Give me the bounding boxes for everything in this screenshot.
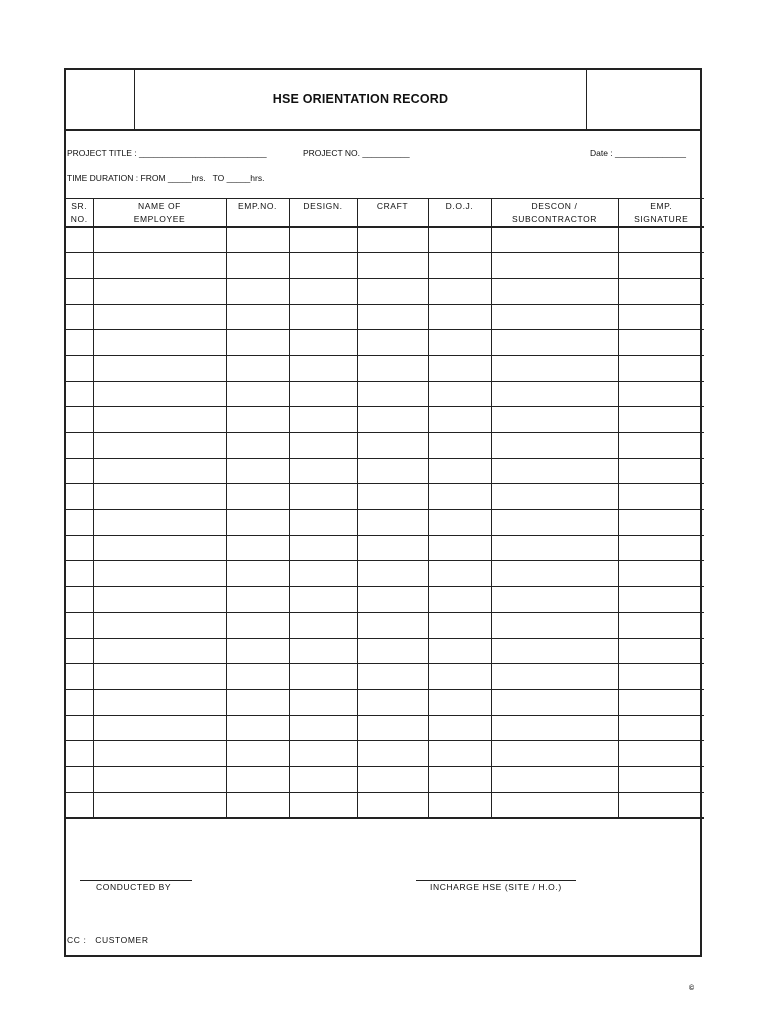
orientation-record-form — [64, 68, 702, 957]
cell-design[interactable] — [289, 792, 357, 818]
table-row — [66, 587, 704, 613]
cell-signature[interactable] — [618, 458, 704, 484]
table-row — [66, 278, 704, 304]
cell-design[interactable] — [289, 278, 357, 304]
table-row — [66, 407, 704, 433]
table-row — [66, 792, 704, 818]
table-row — [66, 458, 704, 484]
cell-craft[interactable] — [357, 612, 428, 638]
cell-name[interactable] — [93, 381, 226, 407]
cell-craft[interactable] — [357, 561, 428, 587]
cell-craft[interactable] — [357, 407, 428, 433]
cell-craft[interactable] — [357, 510, 428, 536]
cell-craft[interactable] — [357, 535, 428, 561]
cell-signature[interactable] — [618, 253, 704, 279]
incharge-signature-line[interactable] — [416, 880, 576, 881]
time-duration-field[interactable]: TIME DURATION : FROM _____hrs. TO _____hrs. — [67, 173, 265, 183]
cell-emp-no[interactable] — [226, 433, 289, 459]
cell-descon[interactable] — [491, 638, 618, 664]
cell-doj[interactable] — [428, 433, 491, 459]
table-body — [66, 227, 704, 818]
cell-design[interactable] — [289, 612, 357, 638]
cell-descon[interactable] — [491, 227, 618, 253]
cell-sr-no[interactable] — [66, 458, 93, 484]
cell-design[interactable] — [289, 227, 357, 253]
cell-descon[interactable] — [491, 355, 618, 381]
cell-doj[interactable] — [428, 253, 491, 279]
logo-box-left — [66, 70, 135, 129]
cell-craft[interactable] — [357, 792, 428, 818]
cell-name[interactable] — [93, 766, 226, 792]
cell-design[interactable] — [289, 330, 357, 356]
cc-customer: CC : CUSTOMER — [67, 935, 149, 945]
logo-box-right — [586, 70, 700, 129]
cell-signature[interactable] — [618, 561, 704, 587]
cell-craft[interactable] — [357, 433, 428, 459]
cell-descon[interactable] — [491, 561, 618, 587]
cell-doj[interactable] — [428, 766, 491, 792]
page-title: HSE ORIENTATION RECORD — [272, 92, 449, 106]
cell-signature[interactable] — [618, 381, 704, 407]
cell-name[interactable] — [93, 792, 226, 818]
cell-craft[interactable] — [357, 253, 428, 279]
col-header-doj: D.O.J. — [428, 199, 491, 228]
cell-sr-no[interactable] — [66, 741, 93, 767]
cell-design[interactable] — [289, 381, 357, 407]
cell-sr-no[interactable] — [66, 407, 93, 433]
cell-name[interactable] — [93, 587, 226, 613]
table-row — [66, 715, 704, 741]
table-row — [66, 766, 704, 792]
cell-emp-no[interactable] — [226, 278, 289, 304]
cell-signature[interactable] — [618, 433, 704, 459]
cell-sr-no[interactable] — [66, 792, 93, 818]
cell-name[interactable] — [93, 355, 226, 381]
project-title-field[interactable]: PROJECT TITLE : ___________________________ — [67, 148, 267, 158]
cell-emp-no[interactable] — [226, 766, 289, 792]
cell-descon[interactable] — [491, 612, 618, 638]
cell-descon[interactable] — [491, 381, 618, 407]
cell-sr-no[interactable] — [66, 689, 93, 715]
cell-name[interactable] — [93, 407, 226, 433]
table-row — [66, 561, 704, 587]
cell-design[interactable] — [289, 561, 357, 587]
cell-name[interactable] — [93, 561, 226, 587]
cell-emp-no[interactable] — [226, 715, 289, 741]
cell-name[interactable] — [93, 741, 226, 767]
cell-doj[interactable] — [428, 612, 491, 638]
cell-descon[interactable] — [491, 792, 618, 818]
cell-design[interactable] — [289, 638, 357, 664]
cell-descon[interactable] — [491, 510, 618, 536]
cell-design[interactable] — [289, 407, 357, 433]
table-row — [66, 741, 704, 767]
table-row — [66, 689, 704, 715]
cell-craft[interactable] — [357, 458, 428, 484]
cell-doj[interactable] — [428, 741, 491, 767]
cell-signature[interactable] — [618, 227, 704, 253]
cell-descon[interactable] — [491, 535, 618, 561]
form-header — [66, 70, 700, 131]
cell-sr-no[interactable] — [66, 355, 93, 381]
col-header-emp-no: EMP.NO. — [226, 199, 289, 228]
cell-doj[interactable] — [428, 535, 491, 561]
cell-design[interactable] — [289, 484, 357, 510]
table-row — [66, 484, 704, 510]
copyright-mark: © — [689, 985, 695, 992]
cell-sr-no[interactable] — [66, 510, 93, 536]
table-row — [66, 612, 704, 638]
cell-descon[interactable] — [491, 330, 618, 356]
cell-sr-no[interactable] — [66, 535, 93, 561]
table-row — [66, 330, 704, 356]
cell-design[interactable] — [289, 715, 357, 741]
cell-emp-no[interactable] — [226, 535, 289, 561]
cell-craft[interactable] — [357, 741, 428, 767]
cell-sr-no[interactable] — [66, 766, 93, 792]
cell-emp-no[interactable] — [226, 381, 289, 407]
cell-craft[interactable] — [357, 330, 428, 356]
cell-descon[interactable] — [491, 304, 618, 330]
date-field[interactable]: Date : _______________ — [590, 148, 686, 158]
cell-sr-no[interactable] — [66, 612, 93, 638]
cell-craft[interactable] — [357, 638, 428, 664]
cell-design[interactable] — [289, 689, 357, 715]
conducted-by-signature-line[interactable] — [80, 880, 192, 881]
cell-signature[interactable] — [618, 766, 704, 792]
cell-emp-no[interactable] — [226, 458, 289, 484]
table-row — [66, 638, 704, 664]
cell-sr-no[interactable] — [66, 304, 93, 330]
cell-name[interactable] — [93, 638, 226, 664]
incharge-label: INCHARGE HSE (SITE / H.O.) — [430, 882, 562, 892]
cell-signature[interactable] — [618, 664, 704, 690]
cell-craft[interactable] — [357, 766, 428, 792]
cell-name[interactable] — [93, 715, 226, 741]
cell-doj[interactable] — [428, 689, 491, 715]
cell-sr-no[interactable] — [66, 253, 93, 279]
cell-design[interactable] — [289, 535, 357, 561]
cell-emp-no[interactable] — [226, 484, 289, 510]
cell-craft[interactable] — [357, 689, 428, 715]
cell-emp-no[interactable] — [226, 304, 289, 330]
cell-emp-no[interactable] — [226, 587, 289, 613]
cell-craft[interactable] — [357, 664, 428, 690]
cell-sr-no[interactable] — [66, 278, 93, 304]
col-header-descon: DESCON / SUBCONTRACTOR — [491, 199, 618, 228]
cell-name[interactable] — [93, 689, 226, 715]
cell-name[interactable] — [93, 278, 226, 304]
cell-name[interactable] — [93, 433, 226, 459]
cell-descon[interactable] — [491, 689, 618, 715]
table-row — [66, 253, 704, 279]
cell-signature[interactable] — [618, 715, 704, 741]
table-row — [66, 510, 704, 536]
cell-emp-no[interactable] — [226, 407, 289, 433]
cell-doj[interactable] — [428, 381, 491, 407]
cell-descon[interactable] — [491, 664, 618, 690]
cell-name[interactable] — [93, 458, 226, 484]
cell-craft[interactable] — [357, 587, 428, 613]
table-row — [66, 227, 704, 253]
cell-descon[interactable] — [491, 587, 618, 613]
cell-emp-no[interactable] — [226, 638, 289, 664]
cell-signature[interactable] — [618, 612, 704, 638]
cell-signature[interactable] — [618, 278, 704, 304]
cell-emp-no[interactable] — [226, 741, 289, 767]
table-row — [66, 381, 704, 407]
cell-emp-no[interactable] — [226, 510, 289, 536]
cell-emp-no[interactable] — [226, 612, 289, 638]
project-no-field[interactable]: PROJECT NO. __________ — [303, 148, 410, 158]
cell-doj[interactable] — [428, 278, 491, 304]
cell-doj[interactable] — [428, 638, 491, 664]
cell-name[interactable] — [93, 664, 226, 690]
conducted-by-label: CONDUCTED BY — [96, 882, 172, 892]
cell-sr-no[interactable] — [66, 715, 93, 741]
cell-craft[interactable] — [357, 304, 428, 330]
cell-signature[interactable] — [618, 792, 704, 818]
cell-design[interactable] — [289, 510, 357, 536]
cell-doj[interactable] — [428, 792, 491, 818]
cell-name[interactable] — [93, 304, 226, 330]
cell-doj[interactable] — [428, 561, 491, 587]
cell-design[interactable] — [289, 304, 357, 330]
cell-doj[interactable] — [428, 407, 491, 433]
cell-doj[interactable] — [428, 304, 491, 330]
cell-doj[interactable] — [428, 715, 491, 741]
col-header-signature: EMP. SIGNATURE — [618, 199, 704, 228]
cell-doj[interactable] — [428, 664, 491, 690]
cell-name[interactable] — [93, 510, 226, 536]
cell-signature[interactable] — [618, 689, 704, 715]
cell-doj[interactable] — [428, 355, 491, 381]
cell-emp-no[interactable] — [226, 253, 289, 279]
cell-doj[interactable] — [428, 227, 491, 253]
cell-craft[interactable] — [357, 715, 428, 741]
cell-design[interactable] — [289, 664, 357, 690]
table-row — [66, 355, 704, 381]
cell-doj[interactable] — [428, 484, 491, 510]
cell-name[interactable] — [93, 227, 226, 253]
cell-craft[interactable] — [357, 484, 428, 510]
cell-signature[interactable] — [618, 638, 704, 664]
cell-doj[interactable] — [428, 458, 491, 484]
cell-descon[interactable] — [491, 407, 618, 433]
cell-signature[interactable] — [618, 304, 704, 330]
cell-sr-no[interactable] — [66, 484, 93, 510]
cell-descon[interactable] — [491, 253, 618, 279]
cell-emp-no[interactable] — [226, 664, 289, 690]
cell-emp-no[interactable] — [226, 227, 289, 253]
cell-design[interactable] — [289, 458, 357, 484]
cell-craft[interactable] — [357, 355, 428, 381]
cell-craft[interactable] — [357, 227, 428, 253]
cell-design[interactable] — [289, 587, 357, 613]
col-header-craft: CRAFT — [357, 199, 428, 228]
cell-signature[interactable] — [618, 510, 704, 536]
col-header-sr-no: SR. NO. — [66, 199, 93, 228]
cell-sr-no[interactable] — [66, 561, 93, 587]
cell-design[interactable] — [289, 766, 357, 792]
cell-signature[interactable] — [618, 484, 704, 510]
table-row — [66, 535, 704, 561]
cell-signature[interactable] — [618, 535, 704, 561]
cell-name[interactable] — [93, 253, 226, 279]
cell-signature[interactable] — [618, 741, 704, 767]
cell-name[interactable] — [93, 330, 226, 356]
cell-design[interactable] — [289, 355, 357, 381]
cell-emp-no[interactable] — [226, 355, 289, 381]
cell-name[interactable] — [93, 484, 226, 510]
cell-descon[interactable] — [491, 433, 618, 459]
cell-name[interactable] — [93, 612, 226, 638]
cell-sr-no[interactable] — [66, 330, 93, 356]
cell-design[interactable] — [289, 253, 357, 279]
table-row — [66, 304, 704, 330]
cell-sr-no[interactable] — [66, 664, 93, 690]
col-header-name: NAME OF EMPLOYEE — [93, 199, 226, 228]
table-row — [66, 433, 704, 459]
cell-signature[interactable] — [618, 355, 704, 381]
col-header-design: DESIGN. — [289, 199, 357, 228]
cell-descon[interactable] — [491, 715, 618, 741]
cell-emp-no[interactable] — [226, 792, 289, 818]
cell-sr-no[interactable] — [66, 227, 93, 253]
cell-descon[interactable] — [491, 741, 618, 767]
cell-name[interactable] — [93, 535, 226, 561]
cell-sr-no[interactable] — [66, 587, 93, 613]
cell-descon[interactable] — [491, 458, 618, 484]
cell-sr-no[interactable] — [66, 433, 93, 459]
cell-descon[interactable] — [491, 766, 618, 792]
cell-sr-no[interactable] — [66, 638, 93, 664]
cell-emp-no[interactable] — [226, 689, 289, 715]
table-header-row — [66, 199, 704, 228]
cell-craft[interactable] — [357, 381, 428, 407]
cell-doj[interactable] — [428, 587, 491, 613]
cell-descon[interactable] — [491, 278, 618, 304]
cell-craft[interactable] — [357, 278, 428, 304]
cell-doj[interactable] — [428, 330, 491, 356]
cell-signature[interactable] — [618, 407, 704, 433]
cell-design[interactable] — [289, 741, 357, 767]
attendance-table — [66, 198, 704, 819]
cell-signature[interactable] — [618, 330, 704, 356]
cell-signature[interactable] — [618, 587, 704, 613]
cell-emp-no[interactable] — [226, 561, 289, 587]
cell-descon[interactable] — [491, 484, 618, 510]
cell-design[interactable] — [289, 433, 357, 459]
cell-doj[interactable] — [428, 510, 491, 536]
cell-sr-no[interactable] — [66, 381, 93, 407]
table-row — [66, 664, 704, 690]
cell-emp-no[interactable] — [226, 330, 289, 356]
